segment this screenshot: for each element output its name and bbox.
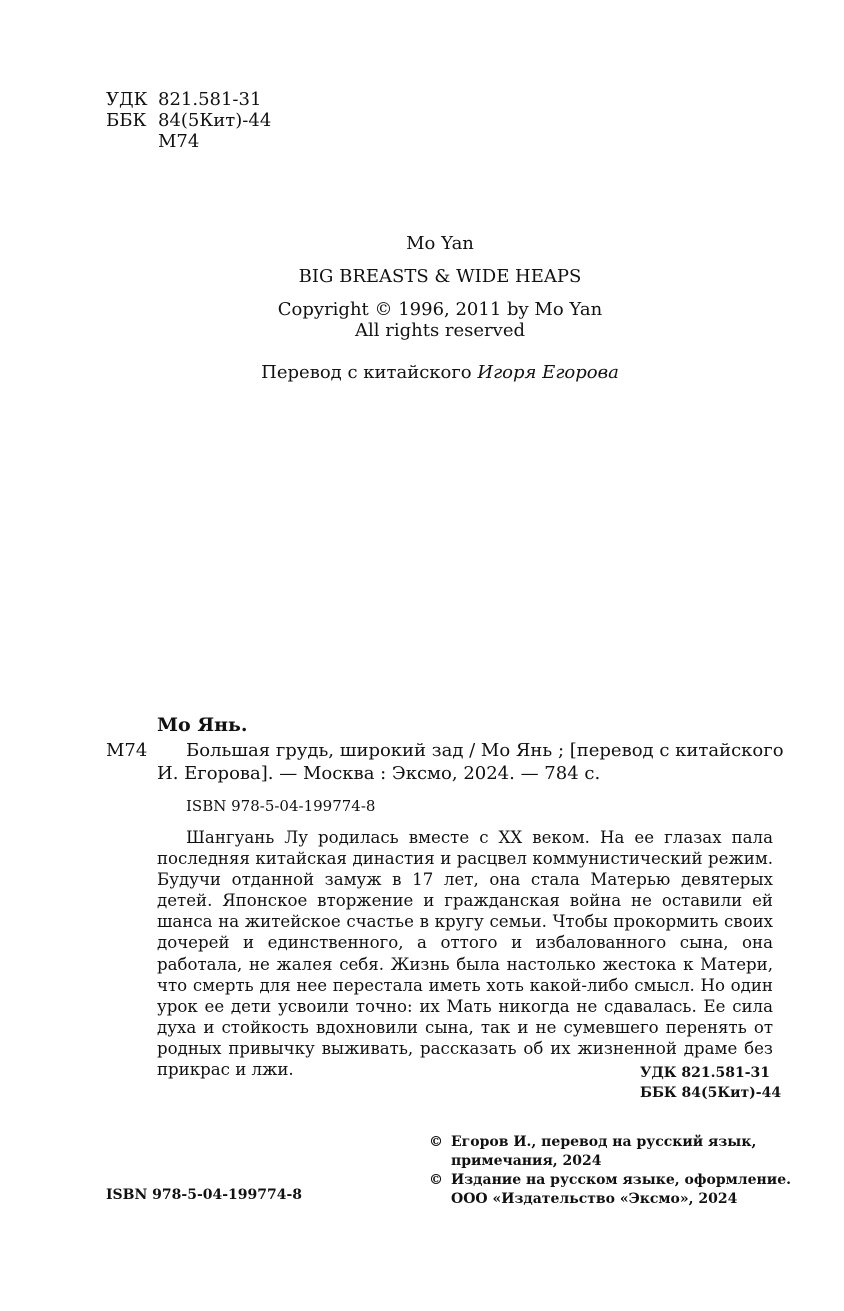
copyright-symbol: ©	[429, 1134, 443, 1150]
annotation-text: Шангуань Лу родилась вместе с XX веком. На ее глазах пала последняя китайская династия и расцвел коммунистический режим. Будучи отданной замуж в 17 лет, она стала Матерью девятерых детей. Японское вторжение и гражданская война не оставили ей шанса на житейское счастье в кругу семьи. Чтобы прокормить своих дочерей и единственного, а оттого и избалованного сына, она работала, не жалея себя. Жизнь была настолько жестока к Матери, что смерть для нее перестала иметь хоть какой-либо смысл. Но один урок ее дети усвоили точно: их Мать никогда не сдавалась. Ее сила духа и стойкость вдохновили сына, так и не сумевшего перенять от родных привычку выживать, рассказать об их жизненной драме без прикрас и лжи.	[157, 828, 773, 1080]
edition-copyright-2: ООО «Издательство «Эксмо», 2024	[451, 1191, 738, 1207]
isbn-bottom: ISBN 978-5-04-199774-8	[106, 1187, 303, 1203]
udk-bottom: УДК 821.581-31	[640, 1065, 771, 1081]
translator-copyright-2: примечания, 2024	[451, 1153, 602, 1169]
original-copyright: Copyright © 1996, 2011 by Mo Yan	[277, 299, 603, 320]
classification-bottom	[640, 1063, 781, 1103]
translation-credit	[0, 362, 844, 383]
card-description	[186, 738, 784, 763]
original-author: Mo Yan	[406, 233, 474, 254]
translation-prefix: Перевод с китайского	[261, 362, 472, 383]
annotation	[157, 827, 773, 1080]
translator-name: Игоря Егорова	[477, 362, 619, 383]
description-line-2: И. Егорова]. — Москва : Эксмо, 2024. — 784 с.	[157, 763, 601, 784]
original-rights: All rights reserved	[355, 320, 525, 341]
copyrights	[429, 1133, 791, 1209]
card-code: М74	[106, 740, 148, 761]
classification-top	[106, 89, 271, 152]
bbk-label: ББК	[106, 110, 147, 131]
copyright-symbol: ©	[429, 1172, 443, 1188]
bbk-value: 84(5Кит)-44	[158, 110, 272, 131]
author-mark: М74	[158, 131, 200, 152]
description-line-1: Большая грудь, широкий зад / Мо Янь ; [перевод с китайского	[186, 740, 784, 761]
original-title: BIG BREASTS & WIDE HEAPS	[298, 266, 582, 287]
card-isbn: ISBN 978-5-04-199774-8	[186, 797, 376, 815]
edition-copyright-1: Издание на русском языке, оформление.	[451, 1172, 791, 1188]
udk-value: 821.581-31	[158, 89, 262, 110]
translator-copyright-1: Егоров И., перевод на русский язык,	[451, 1134, 757, 1150]
udk-label: УДК	[106, 89, 148, 110]
card-author: Мо Янь.	[157, 714, 248, 736]
bbk-bottom: ББК 84(5Кит)-44	[640, 1085, 782, 1101]
